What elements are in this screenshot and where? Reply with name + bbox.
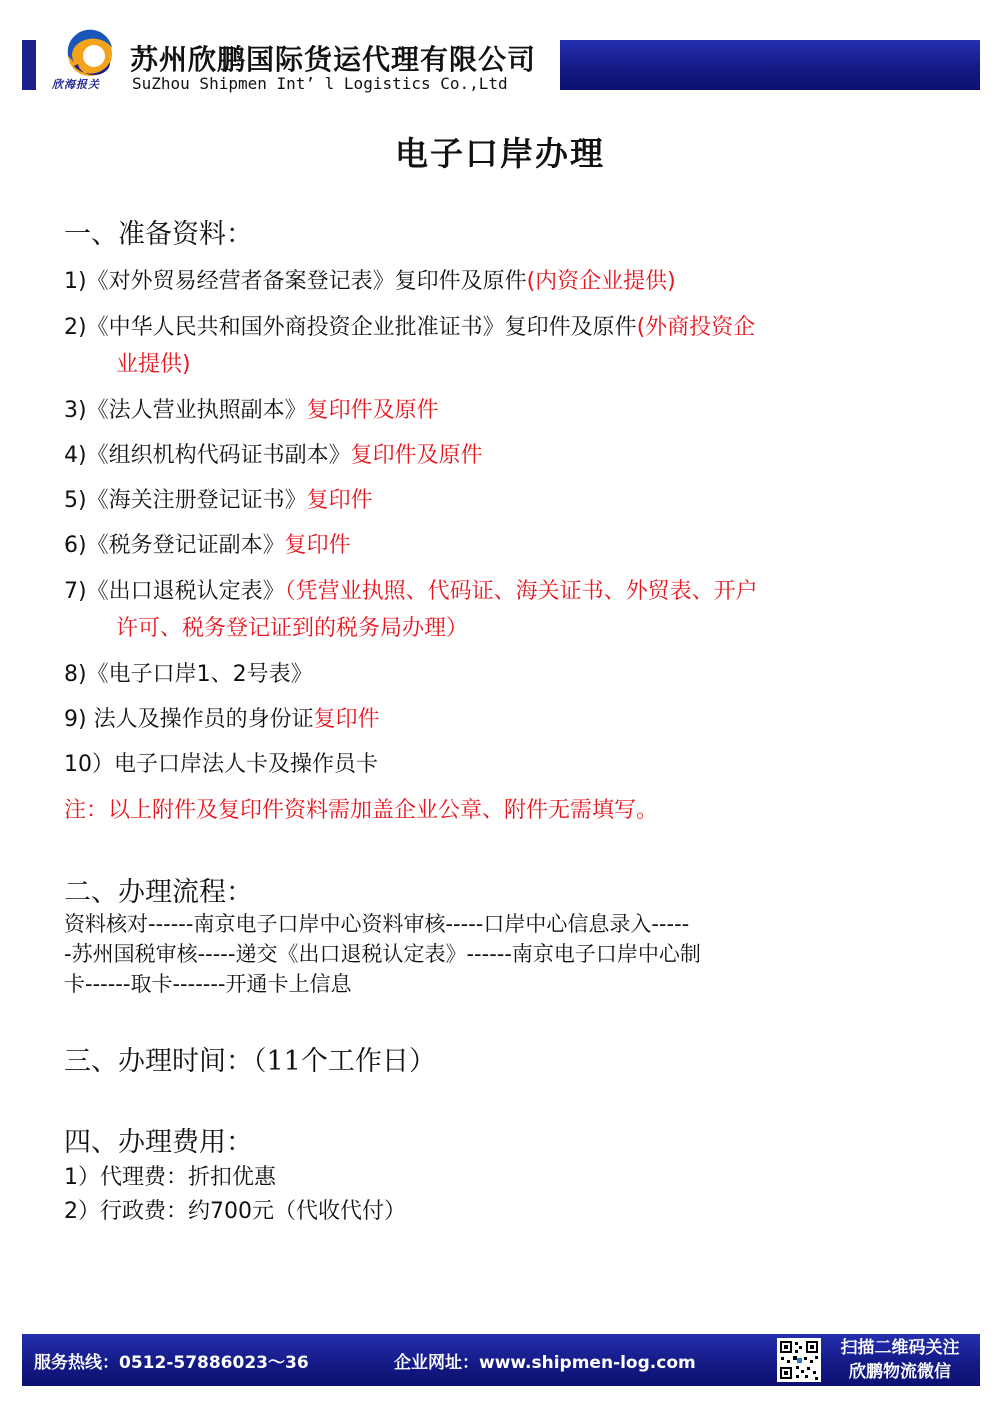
logo-caption: 欣海报关	[52, 78, 100, 91]
list-item: 7)《出口退税认定表》（凭营业执照、代码证、海关证书、外贸表、开户	[64, 579, 758, 604]
list-item-continuation: 许可、税务登记证到的税务局办理）	[116, 616, 469, 641]
list-item: 2)《中华人民共和国外商投资企业批准证书》复印件及原件(外商投资企	[64, 315, 756, 340]
fee-line: 2）行政费：约700元（代收代付）	[64, 1199, 406, 1224]
list-item: 1)《对外贸易经营者备案登记表》复印件及原件(内资企业提供)	[64, 269, 676, 294]
materials-note: 注：以上附件及复印件资料需加盖企业公章、附件无需填写。	[64, 798, 659, 823]
document-title: 电子口岸办理	[395, 134, 605, 173]
header-accent-right	[560, 40, 980, 90]
qr-caption	[830, 1336, 970, 1384]
qr-caption-line2: 欣鹏物流微信	[849, 1362, 951, 1382]
process-line: -苏州国税审核-----递交《出口退税认定表》------南京电子口岸中心制	[64, 942, 701, 966]
footer-website[interactable]: 企业网址：www.shipmen-log.com	[394, 1353, 696, 1373]
list-item: 5)《海关注册登记证书》复印件	[64, 488, 373, 513]
list-item: 10）电子口岸法人卡及操作员卡	[64, 752, 378, 777]
list-item: 8)《电子口岸1、2号表》	[64, 662, 313, 687]
footer-hotline: 服务热线：0512-57886023～36	[34, 1353, 309, 1373]
qr-code-icon[interactable]	[777, 1338, 821, 1382]
list-item: 4)《组织机构代码证书副本》复印件及原件	[64, 443, 483, 468]
section-heading-time: 三、办理时间：（11个工作日）	[64, 1046, 436, 1077]
qr-caption-line1: 扫描二维码关注	[840, 1338, 960, 1358]
company-name-en: SuZhou Shipmen Int’ l Logistics Co.,Ltd	[132, 74, 508, 93]
header-accent-left	[22, 40, 36, 90]
process-line: 资料核对------南京电子口岸中心资料审核-----口岸中心信息录入-----	[64, 912, 690, 936]
section-heading-process: 二、办理流程：	[64, 877, 253, 908]
list-item: 6)《税务登记证副本》复印件	[64, 533, 351, 558]
list-item: 3)《法人营业执照副本》复印件及原件	[64, 398, 439, 423]
list-item-continuation: 业提供)	[116, 352, 191, 377]
list-item: 9) 法人及操作员的身份证复印件	[64, 707, 380, 732]
footer-bar	[22, 1334, 980, 1386]
section-heading-fees: 四、办理费用：	[64, 1127, 253, 1158]
company-name-cn: 苏州欣鹏国际货运代理有限公司	[130, 43, 537, 76]
fee-line: 1）代理费：折扣优惠	[64, 1165, 276, 1190]
process-line: 卡------取卡-------开通卡上信息	[64, 972, 352, 996]
section-heading-materials: 一、准备资料：	[64, 219, 253, 250]
